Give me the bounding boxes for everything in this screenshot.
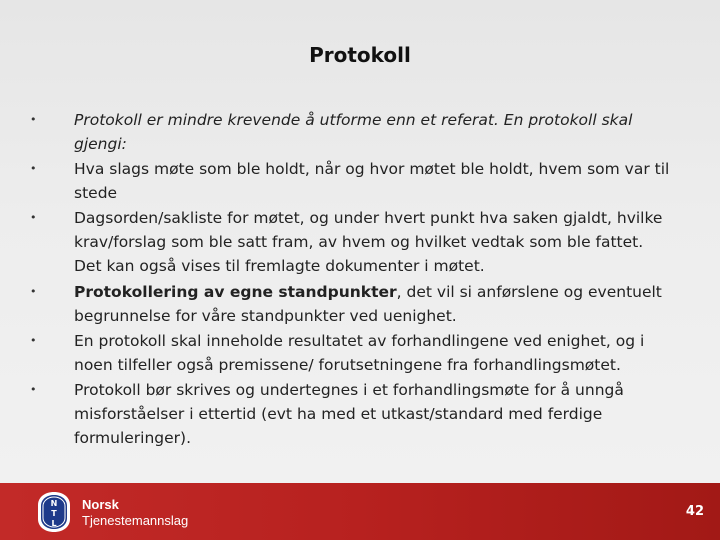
svg-text:T: T xyxy=(51,509,57,518)
svg-text:L: L xyxy=(51,519,57,528)
bullet-text: En protokoll skal inneholde resultatet av forhandlingene ved enighet, og i noen tilfeller også premissene/ forutsetningene fra forhandlingsmøtet. xyxy=(74,332,645,374)
bullet-text: Protokoll er mindre krevende å utforme enn et referat. En protokoll skal gjengi: xyxy=(74,111,633,153)
bullet-text: Dagsorden/sakliste for møtet, og under hvert punkt hva saken gjaldt, hvilke krav/forslag som ble satt fram, av hvem og hvilket vedtak som ble fattet. Det kan også vises til fremlagte dokumenter i møtet. xyxy=(74,209,663,275)
bullet-marker: • xyxy=(30,113,37,126)
page-number: 42 xyxy=(685,504,704,519)
bullet-marker: • xyxy=(30,383,37,396)
ntl-logo-icon xyxy=(36,491,72,533)
bullet-text: Hva slags møte som ble holdt, når og hvor møtet ble holdt, hvem som var til stede xyxy=(74,160,670,202)
brand-name-line1: Norsk xyxy=(82,497,119,512)
bullet-text xyxy=(74,280,670,328)
bullet-lead-bold: Protokollering av egne standpunkter xyxy=(74,283,397,301)
bullet-marker: • xyxy=(30,285,37,298)
slide-title: Protokoll xyxy=(309,43,411,67)
bullet-marker: • xyxy=(30,162,37,175)
svg-text:N: N xyxy=(50,499,58,508)
bullet-marker: • xyxy=(30,334,37,347)
footer-bar xyxy=(0,483,720,540)
brand-name-line2: Tjenestemannslag xyxy=(82,513,189,528)
bullet-text: Protokoll bør skrives og undertegnes i et forhandlingsmøte for å unngå misforståelser i ettertid (evt ha med et utkast/standard med ferdige formuleringer). xyxy=(74,381,624,447)
bullet-text-rest: , det vil si anførslene og eventuelt begrunnelse for våre standpunkter ved uenighet. xyxy=(74,283,662,325)
bullet-marker: • xyxy=(30,211,37,224)
